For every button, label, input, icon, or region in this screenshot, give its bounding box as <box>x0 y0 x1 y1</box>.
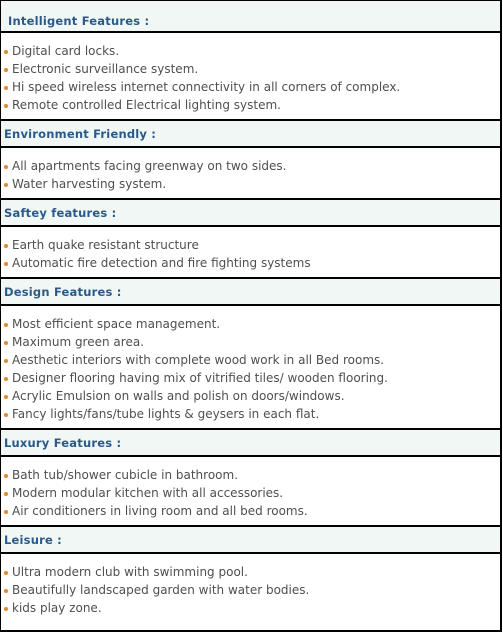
section-environment-friendly <box>1 119 500 198</box>
list-item-text: Air conditioners in living room and all bed rooms. <box>12 504 308 518</box>
list-item <box>1 563 500 581</box>
section-title: Luxury Features : <box>4 435 122 450</box>
bullet-icon <box>4 510 8 514</box>
bullet-icon <box>4 607 8 611</box>
list-item <box>1 581 500 599</box>
feature-list <box>1 148 500 198</box>
list-item-text: Automatic fire detection and fire fighting systems <box>12 256 311 270</box>
list-item-text: Remote controlled Electrical lighting system. <box>12 98 281 112</box>
list-item-text: Beautifully landscaped garden with water bodies. <box>12 583 310 597</box>
section-title: Intelligent Features : <box>8 14 150 28</box>
list-item-text: Aesthetic interiors with complete wood work in all Bed rooms. <box>12 353 385 367</box>
feature-list <box>1 554 500 622</box>
section-header <box>1 1 500 33</box>
list-item <box>1 254 500 272</box>
list-item-text: Most efficient space management. <box>12 317 221 331</box>
list-item-text: Digital card locks. <box>12 44 120 58</box>
bullet-icon <box>4 571 8 575</box>
bullet-icon <box>4 341 8 345</box>
list-item <box>1 387 500 405</box>
bullet-icon <box>4 474 8 478</box>
list-item <box>1 315 500 333</box>
list-item <box>1 60 500 78</box>
list-item <box>1 369 500 387</box>
list-item-text: Acrylic Emulsion on walls and polish on doors/windows. <box>12 389 345 403</box>
list-item <box>1 466 500 484</box>
section-design-features <box>1 277 500 428</box>
feature-list <box>1 306 500 428</box>
list-item-text: Hi speed wireless internet connectivity in all corners of complex. <box>12 80 401 94</box>
section-header <box>1 525 500 554</box>
feature-list <box>1 457 500 525</box>
section-title: Design Features : <box>4 284 122 299</box>
bullet-icon <box>4 183 8 187</box>
list-item <box>1 42 500 60</box>
bullet-icon <box>4 395 8 399</box>
section-header <box>1 277 500 306</box>
section-title: Leisure : <box>4 532 62 547</box>
list-item-text: Fancy lights/fans/tube lights & geysers in each flat. <box>12 407 320 421</box>
list-item-text: Bath tub/shower cubicle in bathroom. <box>12 468 239 482</box>
feature-list <box>1 227 500 277</box>
list-item-text: Modern modular kitchen with all accessories. <box>12 486 284 500</box>
section-title: Saftey features : <box>4 205 117 220</box>
list-item <box>1 502 500 520</box>
bullet-icon <box>4 68 8 72</box>
bullet-icon <box>4 323 8 327</box>
bullet-icon <box>4 377 8 381</box>
list-item-text: kids play zone. <box>12 601 102 615</box>
section-leisure <box>1 525 500 622</box>
list-item <box>1 175 500 193</box>
bullet-icon <box>4 359 8 363</box>
bullet-icon <box>4 86 8 90</box>
section-safety-features <box>1 198 500 277</box>
bullet-icon <box>4 492 8 496</box>
list-item <box>1 333 500 351</box>
list-item-text: Designer flooring having mix of vitrified tiles/ wooden flooring. <box>12 371 388 385</box>
bullet-icon <box>4 104 8 108</box>
section-intelligent-features <box>1 1 500 119</box>
list-item-text: Water harvesting system. <box>12 177 167 191</box>
section-header <box>1 428 500 457</box>
list-item <box>1 96 500 114</box>
list-item-text: Electronic surveillance system. <box>12 62 199 76</box>
bullet-icon <box>4 262 8 266</box>
list-item <box>1 484 500 502</box>
list-item <box>1 157 500 175</box>
list-item <box>1 351 500 369</box>
list-item <box>1 236 500 254</box>
bullet-icon <box>4 589 8 593</box>
section-title: Environment Friendly : <box>4 126 157 141</box>
list-item <box>1 599 500 617</box>
list-item <box>1 78 500 96</box>
section-header <box>1 198 500 227</box>
bullet-icon <box>4 244 8 248</box>
feature-list <box>1 33 500 119</box>
bullet-icon <box>4 165 8 169</box>
bullet-icon <box>4 413 8 417</box>
list-item <box>1 405 500 423</box>
list-item-text: Maximum green area. <box>12 335 144 349</box>
list-item-text: All apartments facing greenway on two sides. <box>12 159 287 173</box>
list-item-text: Ultra modern club with swimming pool. <box>12 565 248 579</box>
section-luxury-features <box>1 428 500 525</box>
section-header <box>1 119 500 148</box>
bullet-icon <box>4 50 8 54</box>
list-item-text: Earth quake resistant structure <box>12 238 199 252</box>
